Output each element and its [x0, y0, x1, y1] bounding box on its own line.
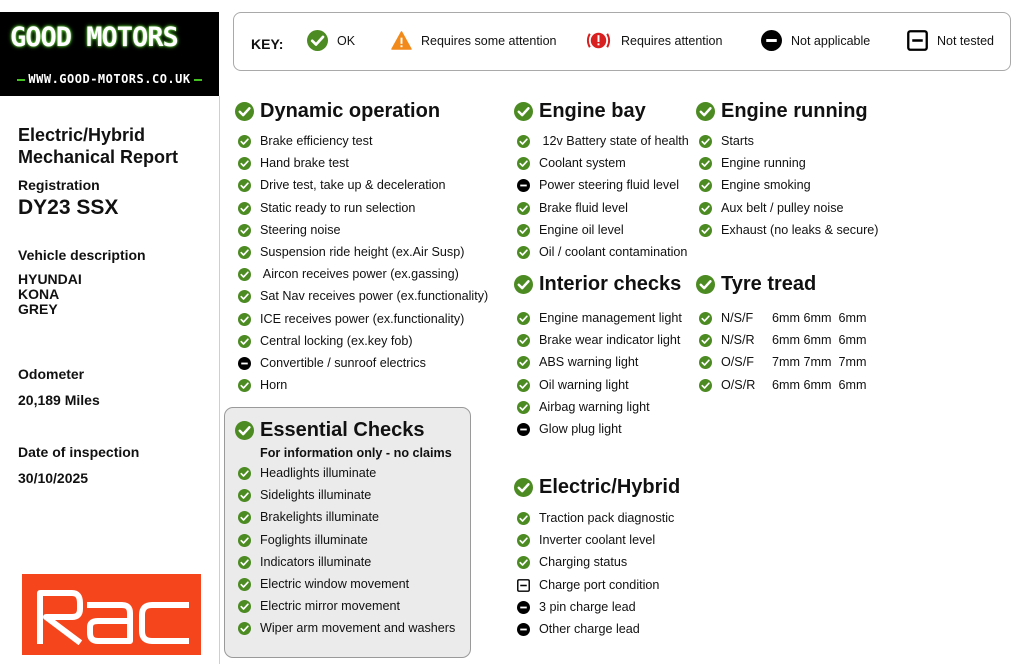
check-circle-icon [238, 268, 251, 281]
check-circle-icon [238, 202, 251, 215]
electric-item [517, 622, 640, 636]
item-label: Coolant system [539, 156, 626, 170]
check-circle-icon [517, 157, 530, 170]
electric-item [517, 511, 674, 525]
tyre-item [699, 333, 755, 347]
tyre-tread-depths: 6mm 6mm 6mm [772, 333, 867, 347]
check-circle-icon [699, 312, 712, 325]
engine-running-item [699, 201, 844, 215]
minus-circle-icon [238, 357, 251, 370]
dynamic-item [238, 378, 287, 392]
minus-circle-icon [517, 423, 530, 436]
essential-item [238, 577, 409, 591]
item-label: Power steering fluid level [539, 178, 680, 192]
dynamic-item [238, 201, 415, 215]
interior-item [517, 378, 629, 392]
check-circle-icon [238, 135, 251, 148]
item-label: Airbag warning light [539, 400, 650, 414]
check-circle-icon [238, 379, 251, 392]
check-circle-icon [238, 511, 251, 524]
item-label: Oil warning light [539, 378, 629, 392]
check-circle-icon [307, 30, 328, 51]
minus-circle-icon [517, 179, 530, 192]
item-label: Central locking (ex.key fob) [260, 334, 413, 348]
logo-title: GOOD MOTORS [10, 22, 178, 53]
item-label: Static ready to run selection [260, 201, 416, 215]
electric-item [517, 578, 659, 592]
item-label: Brake wear indicator light [539, 333, 681, 347]
essential-item [238, 466, 376, 480]
section-title-text: Tyre tread [721, 273, 817, 295]
dynamic-item [238, 267, 459, 281]
good-motors-logo [0, 12, 219, 96]
essential-checks-subtitle: For information only - no claims [260, 446, 452, 460]
dynamic-item [238, 289, 488, 303]
electric-item [517, 533, 655, 547]
item-label: Foglights illuminate [260, 533, 368, 547]
check-circle-icon [699, 179, 712, 192]
check-circle-icon [238, 157, 251, 170]
engine-bay-item [517, 201, 628, 215]
dynamic-item [238, 178, 446, 192]
check-circle-icon [517, 135, 530, 148]
rac-logo-mark [32, 585, 192, 645]
check-circle-icon [517, 202, 530, 215]
key-some-attention [391, 30, 557, 51]
rac-logo [22, 574, 201, 655]
engine-running-item [699, 156, 806, 170]
dynamic-item [238, 334, 413, 348]
dynamic-section-title [235, 100, 440, 123]
check-circle-icon [517, 401, 530, 414]
item-label: O/S/F [721, 355, 754, 369]
item-label: Drive test, take up & deceleration [260, 178, 446, 192]
check-circle-icon [699, 157, 712, 170]
item-label: Brakelights illuminate [260, 510, 379, 524]
item-label: Brake fluid level [539, 201, 628, 215]
check-circle-icon [696, 275, 715, 294]
check-circle-icon [517, 312, 530, 325]
check-circle-icon [517, 534, 530, 547]
check-circle-icon [235, 421, 254, 440]
check-circle-icon [238, 224, 251, 237]
check-circle-icon [517, 334, 530, 347]
item-label: ICE receives power (ex.functionality) [260, 312, 465, 326]
item-label: Charge port condition [539, 578, 660, 592]
item-label: Electric mirror movement [260, 599, 400, 613]
check-circle-icon [514, 275, 533, 294]
key-na-label: Not applicable [791, 33, 871, 48]
interior-section-title [514, 273, 681, 296]
status-key [233, 12, 1011, 71]
engine-bay-item [517, 178, 679, 192]
key-not-tested-label: Not tested [937, 33, 994, 48]
minus-square-icon [517, 579, 530, 592]
tyre-section-title [696, 273, 816, 296]
interior-item [517, 422, 622, 436]
interior-item [517, 400, 650, 414]
check-circle-icon [238, 489, 251, 502]
item-label: Headlights illuminate [260, 466, 377, 480]
item-label: Horn [260, 378, 288, 392]
item-label: Sidelights illuminate [260, 488, 372, 502]
tyre-tread-depths: 6mm 6mm 6mm [772, 378, 867, 392]
logo-url: WWW.GOOD-MOTORS.CO.UK [0, 72, 219, 86]
dynamic-item [238, 356, 426, 370]
essential-item [238, 510, 379, 524]
inspection-date-label: Date of inspection [18, 444, 140, 460]
check-circle-icon [238, 313, 251, 326]
item-label: Oil / coolant contamination [539, 245, 688, 259]
inspection-date-value: 30/10/2025 [18, 470, 89, 486]
item-label: Glow plug light [539, 422, 622, 436]
check-circle-icon [235, 102, 254, 121]
electric-item [517, 600, 636, 614]
key-attention [585, 30, 722, 51]
section-title-text: Engine bay [539, 100, 646, 122]
vehicle-model: KONA [18, 286, 60, 302]
item-label: Brake efficiency test [260, 134, 373, 148]
item-label: Starts [721, 134, 754, 148]
key-na [761, 30, 870, 51]
engine-bay-item [517, 223, 624, 237]
section-title-text: Dynamic operation [260, 100, 441, 122]
vehicle-make: HYUNDAI [18, 271, 82, 287]
interior-item [517, 355, 638, 369]
essential-item [238, 488, 371, 502]
odometer-value: 20,189 Miles [18, 392, 100, 408]
tyre-item [699, 311, 753, 325]
key-label: KEY: [251, 36, 284, 52]
tyre-item [699, 355, 754, 369]
check-circle-icon [514, 102, 533, 121]
registration-label: Registration [18, 177, 100, 193]
brake-warning-icon [585, 30, 612, 51]
check-circle-icon [696, 102, 715, 121]
item-label: 3 pin charge lead [539, 600, 636, 614]
item-label: N/S/R [721, 333, 755, 347]
engine-running-item [699, 134, 754, 148]
item-label: ABS warning light [539, 355, 639, 369]
item-label: Other charge lead [539, 622, 640, 636]
tyre-item [699, 378, 755, 392]
electric-item [517, 555, 627, 569]
key-ok [307, 30, 355, 51]
section-title-text: Electric/Hybrid [539, 476, 681, 498]
minus-circle-icon [517, 601, 530, 614]
check-circle-icon [238, 600, 251, 613]
item-label: Steering noise [260, 223, 341, 237]
key-not-tested [907, 30, 994, 51]
essential-item [238, 599, 400, 613]
registration-value: DY23 SSX [18, 196, 119, 219]
dynamic-item [238, 134, 372, 148]
check-circle-icon [517, 379, 530, 392]
check-circle-icon [238, 179, 251, 192]
item-label: Electric window movement [260, 577, 410, 591]
report-title-line2: Mechanical Report [18, 147, 179, 167]
minus-circle-icon [517, 623, 530, 636]
check-circle-icon [517, 512, 530, 525]
essential-section-title [235, 419, 425, 442]
vehicle-description-label: Vehicle description [18, 247, 146, 263]
key-some-attention-label: Requires some attention [421, 33, 557, 48]
section-title-text: Engine running [721, 100, 868, 122]
dynamic-item [238, 156, 349, 170]
item-label: Inverter coolant level [539, 533, 656, 547]
check-circle-icon [238, 578, 251, 591]
check-circle-icon [517, 224, 530, 237]
engine-bay-item [517, 245, 687, 259]
item-label: O/S/R [721, 378, 756, 392]
odometer-label: Odometer [18, 366, 85, 382]
item-label: Convertible / sunroof electrics [260, 356, 426, 370]
dynamic-item [238, 312, 464, 326]
tyre-tread-depths: 6mm 6mm 6mm [772, 311, 867, 325]
item-label: Indicators illuminate [260, 555, 372, 569]
check-circle-icon [238, 335, 251, 348]
item-label: Engine management light [539, 311, 682, 325]
item-label: Engine oil level [539, 223, 624, 237]
interior-item [517, 311, 682, 325]
key-ok-label: OK [337, 33, 356, 48]
engine-bay-section-title [514, 100, 646, 123]
key-attention-label: Requires attention [621, 33, 723, 48]
essential-item [238, 555, 371, 569]
tyre-tread-depths: 7mm 7mm 7mm [772, 355, 867, 369]
item-label: Charging status [539, 555, 628, 569]
item-label: Hand brake test [260, 156, 349, 170]
item-label: Traction pack diagnostic [539, 511, 675, 525]
check-circle-icon [517, 556, 530, 569]
engine-bay-item [517, 156, 626, 170]
check-circle-icon [238, 556, 251, 569]
item-label: Aircon receives power (ex.gassing) [260, 267, 459, 281]
sidebar-divider [219, 96, 220, 664]
item-label: N/S/F [721, 311, 754, 325]
check-circle-icon [699, 135, 712, 148]
minus-circle-icon [761, 30, 782, 51]
dynamic-item [238, 223, 341, 237]
dynamic-item [238, 245, 464, 259]
engine-running-section-title [696, 100, 868, 123]
interior-item [517, 333, 680, 347]
item-label: Wiper arm movement and washers [260, 621, 456, 635]
check-circle-icon [238, 534, 251, 547]
check-circle-icon [517, 246, 530, 259]
item-label: Engine smoking [721, 178, 811, 192]
check-circle-icon [699, 379, 712, 392]
section-title-text: Essential Checks [260, 419, 425, 441]
item-label: Aux belt / pulley noise [721, 201, 844, 215]
check-circle-icon [699, 224, 712, 237]
check-circle-icon [517, 356, 530, 369]
report-title-line1: Electric/Hybrid [18, 125, 146, 145]
engine-running-item [699, 178, 811, 192]
check-circle-icon [238, 290, 251, 303]
item-label: 12v Battery state of health [539, 134, 689, 148]
engine-running-item [699, 223, 879, 237]
minus-square-icon [907, 30, 928, 51]
engine-bay-item [517, 134, 689, 148]
item-label: Sat Nav receives power (ex.functionality) [260, 289, 489, 303]
essential-item [238, 533, 368, 547]
check-circle-icon [238, 622, 251, 635]
check-circle-icon [238, 467, 251, 480]
item-label: Exhaust (no leaks & secure) [721, 223, 879, 237]
section-title-text: Interior checks [539, 273, 682, 295]
item-label: Engine running [721, 156, 806, 170]
check-circle-icon [238, 246, 251, 259]
check-circle-icon [699, 356, 712, 369]
warning-triangle-icon [391, 30, 412, 51]
electric-section-title [514, 476, 680, 499]
essential-item [238, 621, 455, 635]
vehicle-colour: GREY [18, 301, 58, 317]
check-circle-icon [514, 478, 533, 497]
item-label: Suspension ride height (ex.Air Susp) [260, 245, 465, 259]
check-circle-icon [699, 202, 712, 215]
check-circle-icon [699, 334, 712, 347]
